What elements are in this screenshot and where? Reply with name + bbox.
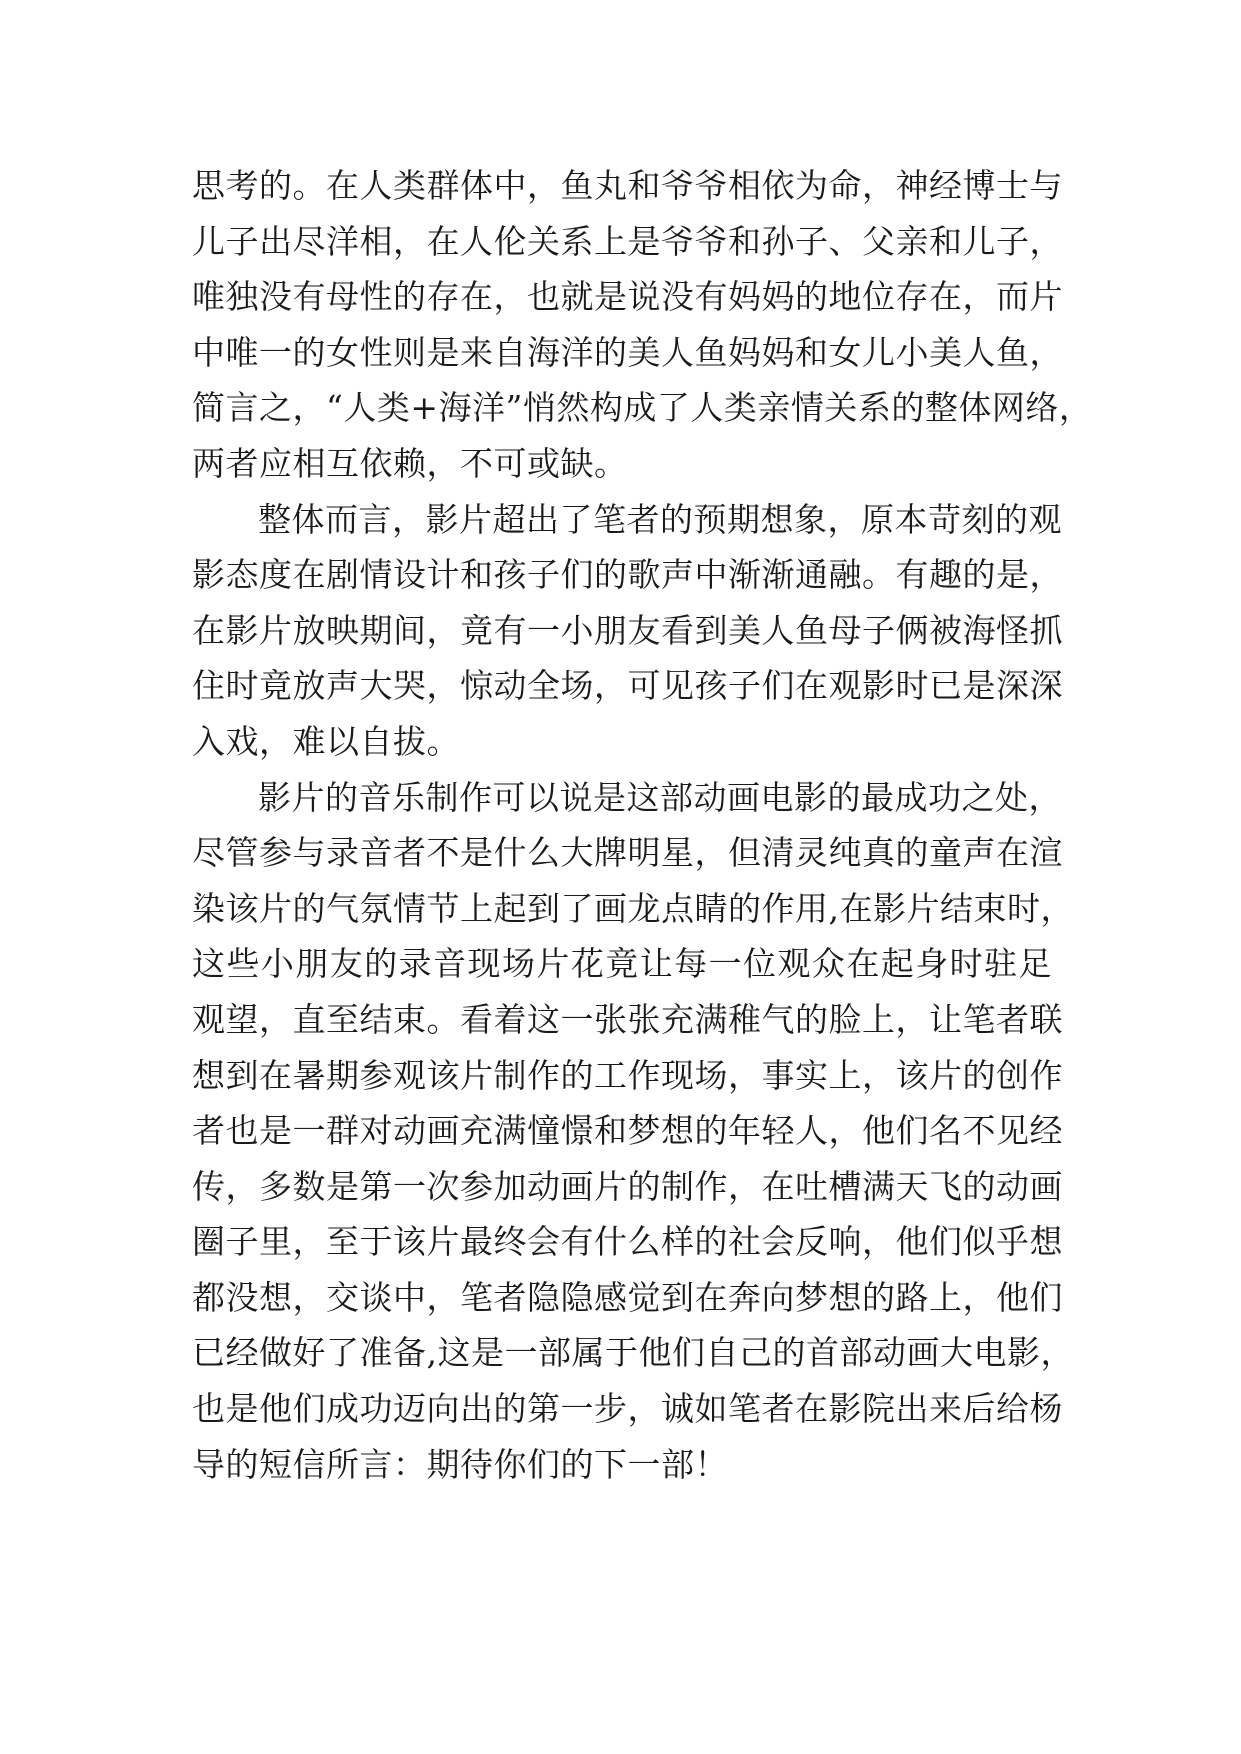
paragraph [192, 492, 1063, 770]
text-line: 整体而言，影片超出了笔者的预期想象，原本苛刻的观 [258, 499, 1062, 539]
text-line: 影片的音乐制作可以说是这部动画电影的最成功之处， [258, 777, 1062, 817]
text-line: 也是他们成功迈向出的第一步，诚如笔者在影院出来后给杨 [192, 1389, 1063, 1429]
text-line: 思考的。在人类群体中，鱼丸和爷爷相依为命，神经博士与 [192, 166, 1063, 205]
text-line: 在影片放映期间，竟有一小朋友看到美人鱼母子俩被海怪抓 [192, 610, 1063, 650]
text-line: 想到在暑期参观该片制作的工作现场，事实上，该片的创作 [192, 1055, 1063, 1095]
paragraph [192, 158, 1093, 492]
text-line: 圈子里，至于该片最终会有什么样的社会反响，他们似乎想 [192, 1222, 1063, 1262]
text-line: 者也是一群对动画充满憧憬和梦想的年轻人，他们名不见经 [192, 1111, 1063, 1151]
text-line: 简言之，“人类+海洋”悄然构成了人类亲情关系的整体网络， [192, 388, 1093, 428]
text-line: 两者应相互依赖，不可或缺。 [192, 443, 628, 483]
text-line: 这些小朋友的录音现场片花竟让每一位观众在起身时驻足 [192, 944, 1052, 984]
text-line: 都没想，交谈中，笔者隐隐感觉到在奔向梦想的路上，他们 [192, 1277, 1063, 1317]
text-line: 传，多数是第一次参加动画片的制作，在吐槽满天飞的动画 [192, 1166, 1063, 1206]
text-line: 中唯一的女性则是来自海洋的美人鱼妈妈和女儿小美人鱼， [192, 332, 1063, 372]
text-line: 尽管参与录音者不是什么大牌明星，但清灵纯真的童声在渲 [192, 833, 1063, 873]
text-line: 儿子出尽洋相，在人伦关系上是爷爷和孙子、父亲和儿子， [192, 221, 1063, 261]
text-line: 影态度在剧情设计和孩子们的歌声中渐渐通融。有趣的是， [192, 555, 1063, 595]
text-line: 唯独没有母性的存在，也就是说没有妈妈的地位存在，而片 [192, 277, 1063, 317]
text-line: 住时竟放声大哭，惊动全场，可见孩子们在观影时已是深深 [192, 666, 1063, 706]
text-line: 导的短信所言：期待你们的下一部！ [192, 1444, 728, 1484]
text-line: 已经做好了准备,这是一部属于他们自己的首部动画大电影， [192, 1333, 1074, 1373]
text-line: 染该片的气氛情节上起到了画龙点睛的作用,在影片结束时， [192, 888, 1074, 928]
article-body [192, 158, 1093, 1492]
text-line: 入戏，难以自拔。 [192, 721, 460, 761]
text-line: 观望，直至结束。看着这一张张充满稚气的脸上，让笔者联 [192, 999, 1063, 1039]
paragraph [192, 770, 1074, 1493]
